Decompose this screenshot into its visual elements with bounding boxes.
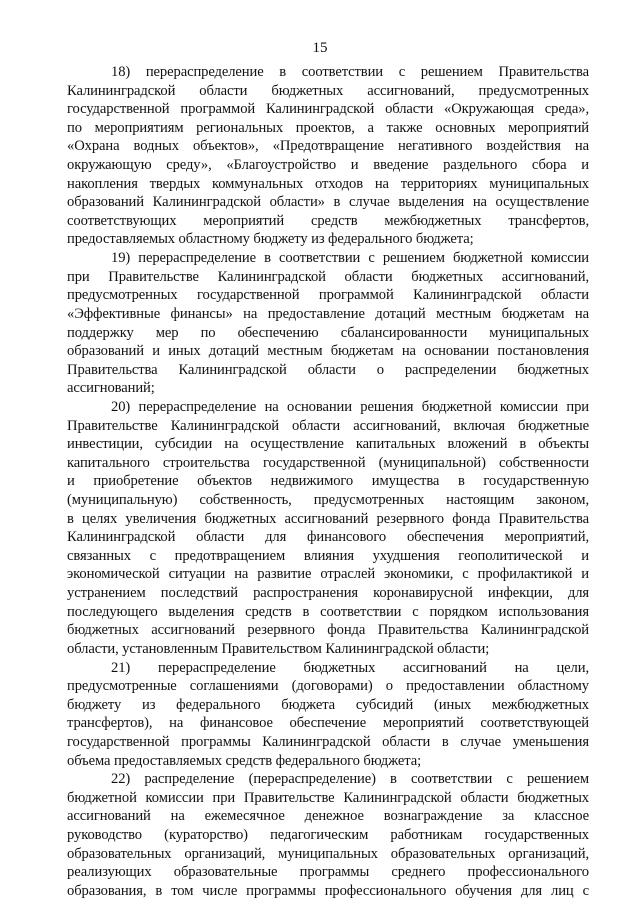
text-line: предусмотренных государственной программой Калининградской области xyxy=(67,287,589,304)
text-line: по мероприятиям региональных проектов, а также основных мероприятий xyxy=(67,119,589,136)
text-line: государственной программой Калининградской области «Окружающая среда», xyxy=(67,101,589,118)
text-line: «Эффективные финансы» на предоставление дотаций местным бюджетам на xyxy=(67,305,589,322)
text-line: поддержку мер по обеспечению сбалансированности муниципальных xyxy=(67,324,589,341)
text-line: (муниципальную) собственность, предусмотренных настоящим законом, xyxy=(67,492,589,509)
text-line: Калининградской области для финансового обеспечения мероприятий, xyxy=(67,529,589,546)
text-line: области, установленным Правительством Калининградской области; xyxy=(67,640,490,657)
text-line: 18) перераспределение в соответствии с решением Правительства xyxy=(111,64,589,80)
text-line: Правительстве Калининградской области ассигнований, включая бюджетные xyxy=(67,417,589,434)
text-line: государственной программы Калининградской области в случае уменьшения xyxy=(67,733,589,750)
text-line: ассигнований; xyxy=(67,380,155,397)
text-line: образования, в том числе программы профессионального обучения для лиц с xyxy=(67,882,589,899)
text-line: бюджетных ассигнований резервного фонда Правительства Калининградской xyxy=(67,622,589,639)
text-line: объема предоставляемых средств федерального бюджета; xyxy=(67,752,422,769)
text-line: 21) перераспределение бюджетных ассигнований на цели, xyxy=(111,659,589,676)
text-line: в целях увеличения бюджетных ассигнований резервного фонда Правительства xyxy=(67,510,589,527)
paragraph xyxy=(67,770,589,900)
text-line: экономической ситуации на развитие отраслей экономики, с профилактикой и xyxy=(67,566,589,583)
text-line: образовательных организаций, муниципальных образовательных организаций, xyxy=(67,845,589,862)
text-line: при Правительстве Калининградской области бюджетных ассигнований, xyxy=(67,268,589,285)
text-line: «Охрана водных объектов», «Предотвращение негативного воздействия на xyxy=(67,138,589,155)
text-line: ассигнований на ежемесячное денежное вознаграждение за классное xyxy=(67,808,589,825)
document-body xyxy=(67,63,589,900)
text-line: и приобретение объектов недвижимого имущества в государственную xyxy=(67,473,589,490)
text-line: инвестиции, субсидии на осуществление капитальных вложений в объекты xyxy=(67,436,589,453)
text-line: последующего выделения средств в соответствии с порядком использования xyxy=(67,603,589,620)
text-line: бюджету из федерального бюджета субсидий (иных межбюджетных xyxy=(67,696,589,713)
page-number: 15 xyxy=(312,40,328,56)
paragraph xyxy=(67,398,589,659)
paragraph xyxy=(67,659,589,771)
text-line: трансфертов), на финансовое обеспечение мероприятий соответствующей xyxy=(67,715,589,732)
text-line: 19) перераспределение в соответствии с решением бюджетной комиссии xyxy=(111,250,589,267)
text-line: устранением последствий распространения коронавирусной инфекции, для xyxy=(67,585,589,602)
text-line: образований Калининградской области» в случае выделения на осуществление xyxy=(67,194,589,211)
text-line: Правительства Калининградской области о распределении бюджетных xyxy=(67,361,589,378)
paragraph xyxy=(67,63,589,249)
text-line: реализующих образовательные программы среднего профессионального xyxy=(67,864,589,881)
text-line: соответствующих мероприятий средств межбюджетных трансфертов, xyxy=(67,212,589,229)
text-line: бюджетной комиссии при Правительстве Калининградской области бюджетных xyxy=(67,789,589,806)
text-line: капитального строительства государственной (муниципальной) собственности xyxy=(67,454,589,471)
text-line: руководство (кураторство) педагогическим работникам государственных xyxy=(67,826,589,843)
text-line: Калининградской области бюджетных ассигнований, предусмотренных xyxy=(67,82,589,99)
paragraph xyxy=(67,249,589,398)
text-line: предоставляемых областному бюджету из федерального бюджета; xyxy=(67,231,474,248)
text-line: 20) перераспределение на основании решения бюджетной комиссии при xyxy=(111,398,589,415)
text-line: 22) распределение (перераспределение) в соответствии с решением xyxy=(111,771,589,788)
text-line: предусмотренные соглашениями (договорами) о предоставлении областному xyxy=(67,678,589,695)
text-line: образований и иных дотаций местным бюджетам на основании постановления xyxy=(67,343,589,360)
text-line: накопления твердых коммунальных отходов на территориях муниципальных xyxy=(67,175,589,192)
text-line: окружающую среду», «Благоустройство и введение раздельного сбора и xyxy=(67,157,589,174)
text-line: связанных с предотвращением влияния ухудшения геополитической и xyxy=(67,547,589,564)
